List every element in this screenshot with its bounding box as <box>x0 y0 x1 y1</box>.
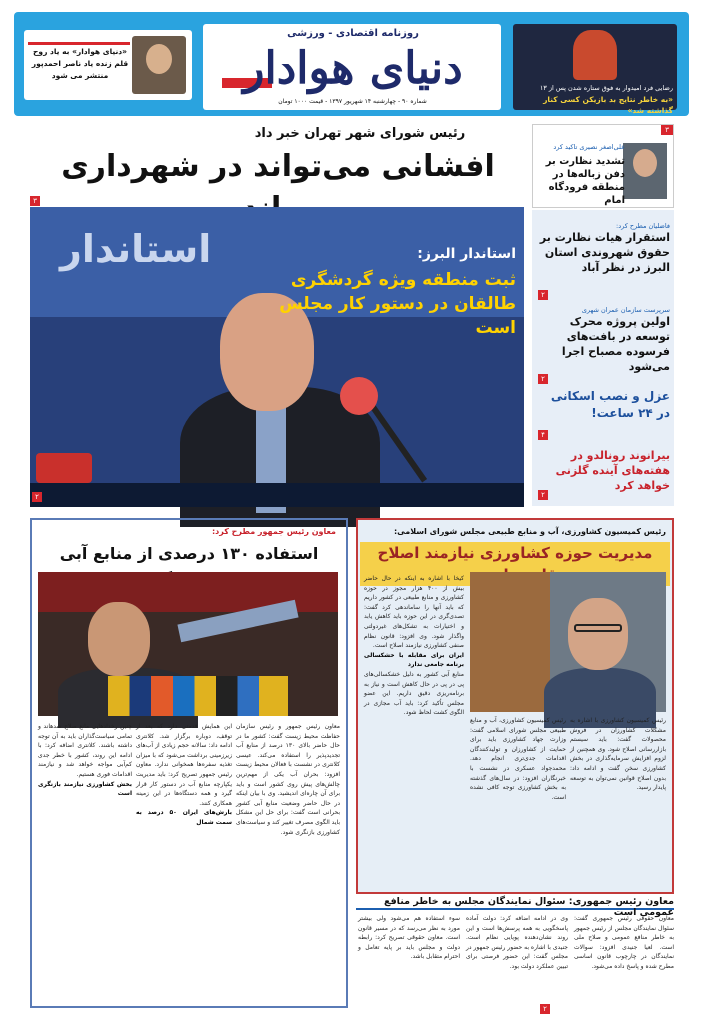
photo-headline[interactable]: ثبت منطقه ویژه گردشگری طالقان در دستور کار مجلس است <box>279 270 516 338</box>
promo-right-headline: «به خاطر نتایج بد بازیکن کسی کنار گذاشته شد» <box>543 95 673 115</box>
main-kicker: رئیس شورای شهر تهران خبر داد <box>254 126 466 141</box>
microphone-icon <box>340 377 378 415</box>
column-text: وی در ادامه اضافه کرد: دولت آماده پاسخگویی به همه پرسش‌ها است و این روند نشان‌دهنده پویایی نظام است. جنیدی با اشاره به حضور رئیس جمهور در مجلس گفت: این حضور فرصتی برای تبیین عملکرد دولت بود. <box>466 915 568 970</box>
column-subhead: بارش‌های ایران ۵۰ درصد به سمت شمال <box>136 809 232 826</box>
promo-right-kicker: رضایی فرد امیدوار به فوق ستاره شدن پس از ۱۳ <box>539 84 673 92</box>
article-photo <box>38 572 338 716</box>
cup <box>36 453 92 483</box>
article-column-2 <box>136 722 232 1002</box>
page-badge: ۳ <box>661 125 673 135</box>
column-text: منابع آبی کشور به دلیل خشکسالی‌های پی در پی در حال کاهش است و نیاز به برنامه‌ریزی دقیق داریم. این عضو مجلس تأکید کرد: باید آب مجازی در الگوی کشت لحاظ شود. <box>364 670 464 717</box>
speaker-head <box>568 598 628 670</box>
promo-right[interactable] <box>513 24 677 115</box>
story-kicker: علی‌اصغر نصیری تاکید کرد <box>553 143 625 151</box>
column-text: معاون رئیس جمهور و رئیس سازمان حفاظت محیط زیست گفت: کشور ما در حال حاضر بالای ۱۳۰ درصد از منابع آب تجدیدپذیر را استفاده می‌کند. عیسی کلانتری در نشست با فعالان محیط زیست افزود: بحران آب یکی از مهم‌ترین چالش‌های پیش روی کشور است و باید برای آن چاره‌ای اندیشید. وی با بیان اینکه در حال حاضر وضعیت منابع آبی کشور بحرانی است گفت: برای حل این مشکل باید الگوی مصرف تغییر کند و سیاست‌های کشاورزی بازنگری شود. <box>236 723 340 836</box>
page-badge: ۲ <box>538 290 548 300</box>
page-badge: ۳ <box>30 196 40 206</box>
page-badge: ۴ <box>538 430 548 440</box>
page-badge: ۲ <box>538 374 548 384</box>
promo-left[interactable] <box>24 30 192 100</box>
story-headline: تشدید نظارت بر دفن زباله‌ها در منطقه فرودگاه امام <box>545 156 625 206</box>
article-photo <box>470 572 666 712</box>
portrait-photo <box>132 36 186 94</box>
column-subhead: بخش کشاورزی نیازمند بازنگری است <box>38 780 132 798</box>
issue-line: شماره ۹۰ - چهارشنبه ۱۴ شهریور ۱۳۹۷ - قیمت ۱۰۰۰ تومان <box>278 98 427 105</box>
promo-left-text: «دنیای هوادار» به یاد روح قلم زنده یاد ناصر احمدپور منتشر می شود <box>31 47 129 80</box>
microphones-icon <box>108 676 288 716</box>
main-headline[interactable]: افشانی می‌تواند در شهرداری <box>61 149 495 184</box>
promo-left-accent <box>28 42 130 45</box>
glasses-icon <box>574 624 622 632</box>
article-column-1 <box>236 722 340 1002</box>
column-text: رئیس کمیسیون کشاورزی، آب و منابع طبیعی مجلس شورای اسلامی گفت: وزارت جهاد کشاورزی باید برای حمایت از کشاورزان و تولیدکنندگان اقدامات جدی‌تری انجام دهد. محمدجواد عسکری در نشست با خبرنگاران افزود: در سال‌های گذشته به بخش کشاورزی توجه کافی نشده است. <box>470 717 566 801</box>
strip-column-1 <box>574 914 674 1006</box>
strip-column-3 <box>358 914 460 1006</box>
photo-kicker: استاندار البرز: <box>417 246 516 262</box>
column-subhead: ایران برای مقابله با خشکسالی برنامه جامعی ندارد <box>364 651 464 669</box>
article-column-3 <box>570 716 666 886</box>
page-badge: ۲ <box>538 490 548 500</box>
right-top-story[interactable] <box>532 124 674 208</box>
bookshelf <box>470 572 550 712</box>
story-headline: استقرار هیات نظارت بر حقوق شهروندی استان البرز در نظر آباد <box>539 231 670 274</box>
article-headline[interactable]: استفاده ۱۳۰ درصدی از منابع آبی <box>59 544 319 563</box>
photo-wall-text: استاندار <box>60 227 212 271</box>
player-photo <box>573 30 617 80</box>
column-text: کیخا با اشاره به اینکه در حال حاضر بیش از ۴۰۰ هزار مجوز در حوزه کشاورزی و منابع طبیعی در کشور داریم که باید آنها را ساماندهی کرد گفت: تصدی‌گری در این حوزه باید کاهش یابد و اختیارات به تشکل‌های غیردولتی واگذار شود. وی افزود: قانون نظام صنفی کشاورزی نیازمند اصلاح است. <box>364 575 464 650</box>
story-kicker: سرپرست سازمان عمران شهری <box>581 306 670 314</box>
page-badge: ۲ <box>32 492 42 502</box>
column-text: معاون حقوقی رئیس جمهوری گفت: سئوال نمایندگان مجلس از رئیس جمهور به خاطر منافع عمومی و صلاح ملی است. لعیا جنیدی افزود: سوالات نمایندگان در چارچوب قانون اساسی مطرح شده و پاسخ داده می‌شود. <box>574 915 674 970</box>
portrait-photo <box>623 143 667 199</box>
story-kicker: فاضلیان مطرح کرد: <box>616 222 670 230</box>
story-headline: بیرانوند رونالدو در هفته‌های آینده گلزنی خواهد کرد <box>555 449 670 492</box>
column-text: رئیس کمیسیون کشاورزی با اشاره به مشکلات کشاورزان در فروش محصولات گفت: باید سیستم بازاررسانی اصلاح شود. وی همچنین از لزوم افزایش سرمایه‌گذاری در بخش کشاورزی سخن گفت و ادامه داد: بدون اصلاح قوانین نمی‌توان به توسعه پایدار رسید. <box>570 717 666 792</box>
article-column-2 <box>470 716 566 886</box>
strip-headline[interactable]: معاون رئیس جمهوری: سئوال نمایندگان مجلس به خاطر منافع عمومی است <box>356 896 674 910</box>
logo-tagline: روزنامه اقتصادی - ورزشی <box>287 28 419 39</box>
story-headline: اولین پروژه محرک توسعه در بافت‌های فرسوده مصباح اجرا می‌شود <box>561 315 670 373</box>
column-text: چنین رخدادهایی مانع صلاح شدهاند و تمامی سیاست‌گذاران باید به آن توجه داشته باشند. کلانتری اضافه کرد: با ادامه این روند، کشور با خطر جدی کم‌آبی مواجه خواهد شد و نیازمند اقدامات فوری هستیم. <box>38 723 132 778</box>
article-column-3 <box>38 722 132 1002</box>
article-kicker: معاون رئیس جمهور مطرح کرد: <box>211 527 336 536</box>
strip-column-2 <box>466 914 568 1006</box>
newspaper-logo: دنیای هوادار <box>243 43 463 94</box>
right-story-2[interactable] <box>536 306 670 374</box>
speaker-head <box>88 602 150 676</box>
right-story-3[interactable] <box>536 388 670 422</box>
story-headline: عزل و نصب اسکانی در ۲۴ ساعت! <box>550 389 670 420</box>
desk <box>30 483 524 507</box>
page-badge: ۲ <box>540 1004 550 1014</box>
article-column-1 <box>364 574 464 886</box>
article-headline[interactable]: مدیریت حوزه کشاورزی نیازمند اصلاح <box>360 542 670 586</box>
column-text: سوء استفاده هم می‌شود ولی بیشتر مورد به نظر می‌رسد که در مسیر قانون است. معاون حقوقی تصریح کرد: رابطه دولت و مجلس باید بر پایه تعامل و احترام متقابل باشد. <box>358 915 460 961</box>
article-kicker: رئیس کمیسیون کشاورزی، آب و منابع طبیعی مجلس شورای اسلامی: <box>393 527 666 536</box>
right-story-4[interactable] <box>536 448 670 493</box>
column-text: این همایش قدمتی دارد که بعد از توقف، دوباره برگزار شد. کلانتری ادامه داد: سالانه حجم زیادی از آب‌های زیرزمینی برداشت می‌شود که با میزان تغذیه سفره‌ها همخوانی ندارد. معاون رئیس جمهور تصریح کرد: باید مدیریت یکپارچه منابع آب در دستور کار قرار گیرد و همه دستگاه‌ها در این زمینه همکاری کنند. <box>136 723 232 807</box>
right-story-1[interactable] <box>536 222 670 275</box>
